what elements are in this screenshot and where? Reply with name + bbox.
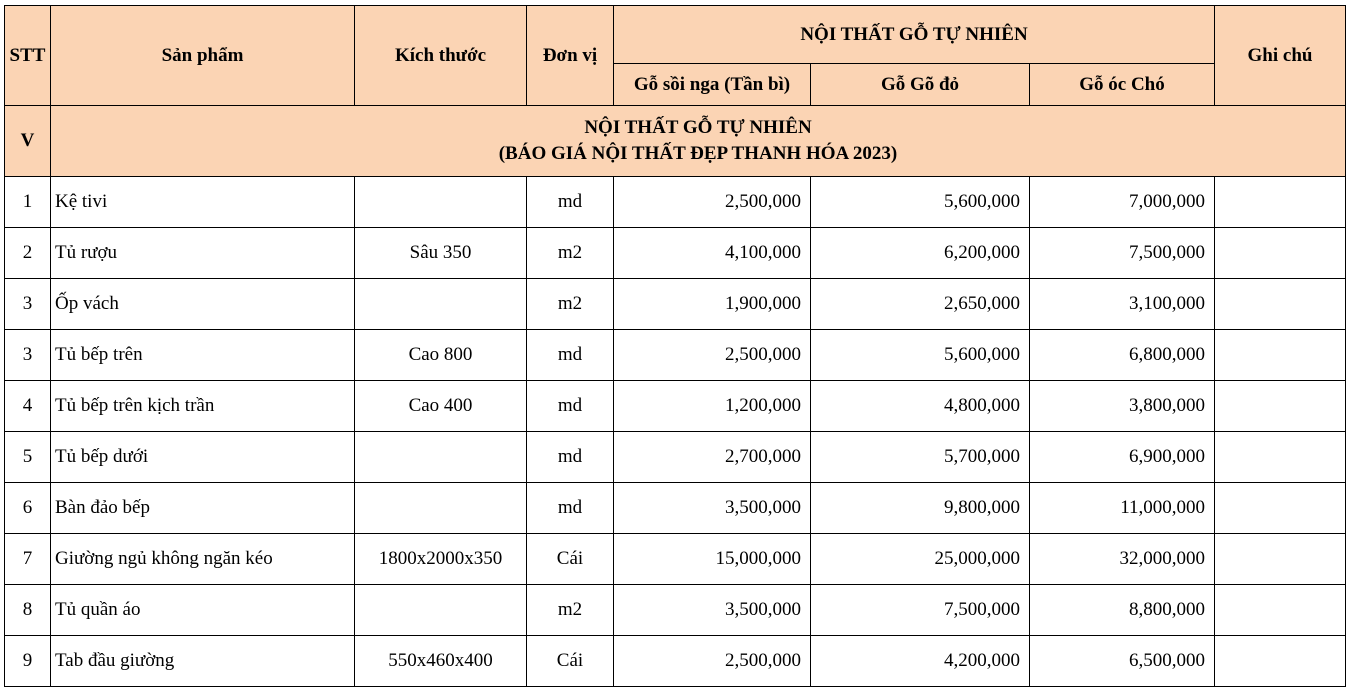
price-table-body [5, 6, 1346, 687]
row-price-oak: 2,500,000 [614, 636, 811, 687]
row-product: Bàn đảo bếp [51, 483, 355, 534]
table-row [5, 636, 1346, 687]
row-size [355, 585, 527, 636]
row-note [1215, 279, 1346, 330]
row-note [1215, 585, 1346, 636]
row-price-padauk: 7,500,000 [811, 585, 1030, 636]
row-size: 550x460x400 [355, 636, 527, 687]
header-note: Ghi chú [1215, 6, 1346, 106]
row-price-padauk: 6,200,000 [811, 228, 1030, 279]
row-stt: 7 [5, 534, 51, 585]
header-unit: Đơn vị [527, 6, 614, 106]
row-note [1215, 177, 1346, 228]
row-stt: 1 [5, 177, 51, 228]
row-product: Tủ quần áo [51, 585, 355, 636]
row-note [1215, 381, 1346, 432]
row-price-padauk: 5,700,000 [811, 432, 1030, 483]
row-price-walnut: 6,800,000 [1030, 330, 1215, 381]
row-stt: 4 [5, 381, 51, 432]
header-wood-oak: Gỗ sồi nga (Tần bì) [614, 64, 811, 106]
header-wood-walnut: Gỗ óc Chó [1030, 64, 1215, 106]
table-row [5, 534, 1346, 585]
row-price-walnut: 6,900,000 [1030, 432, 1215, 483]
row-stt: 3 [5, 330, 51, 381]
row-stt: 3 [5, 279, 51, 330]
row-price-oak: 2,700,000 [614, 432, 811, 483]
row-unit: Cái [527, 636, 614, 687]
header-product: Sản phẩm [51, 6, 355, 106]
row-product: Tủ bếp trên kịch trần [51, 381, 355, 432]
row-product: Tủ bếp trên [51, 330, 355, 381]
row-note [1215, 636, 1346, 687]
table-row [5, 228, 1346, 279]
table-row [5, 585, 1346, 636]
row-note [1215, 228, 1346, 279]
row-product: Tủ rượu [51, 228, 355, 279]
row-stt: 8 [5, 585, 51, 636]
row-price-padauk: 4,200,000 [811, 636, 1030, 687]
row-note [1215, 483, 1346, 534]
row-stt: 2 [5, 228, 51, 279]
row-unit: md [527, 432, 614, 483]
price-table [4, 5, 1346, 687]
row-product: Ốp vách [51, 279, 355, 330]
row-size [355, 483, 527, 534]
row-note [1215, 432, 1346, 483]
row-price-padauk: 4,800,000 [811, 381, 1030, 432]
row-price-walnut: 11,000,000 [1030, 483, 1215, 534]
header-row [5, 6, 1346, 64]
section-title-line1: NỘI THẤT GỖ TỰ NHIÊN [584, 117, 812, 138]
row-product: Tủ bếp dưới [51, 432, 355, 483]
header-size: Kích thước [355, 6, 527, 106]
row-size: Sâu 350 [355, 228, 527, 279]
row-unit: m2 [527, 585, 614, 636]
row-size: Cao 400 [355, 381, 527, 432]
row-price-walnut: 3,800,000 [1030, 381, 1215, 432]
section-title [51, 106, 1346, 177]
row-unit: Cái [527, 534, 614, 585]
table-row [5, 483, 1346, 534]
row-note [1215, 330, 1346, 381]
row-price-padauk: 5,600,000 [811, 177, 1030, 228]
row-unit: md [527, 177, 614, 228]
row-price-oak: 4,100,000 [614, 228, 811, 279]
row-product: Tab đầu giường [51, 636, 355, 687]
table-row [5, 432, 1346, 483]
row-size: Cao 800 [355, 330, 527, 381]
row-price-padauk: 25,000,000 [811, 534, 1030, 585]
row-price-padauk: 5,600,000 [811, 330, 1030, 381]
row-price-oak: 2,500,000 [614, 330, 811, 381]
row-price-oak: 1,200,000 [614, 381, 811, 432]
row-price-walnut: 8,800,000 [1030, 585, 1215, 636]
header-stt: STT [5, 6, 51, 106]
row-unit: md [527, 381, 614, 432]
row-unit: md [527, 330, 614, 381]
row-price-walnut: 7,000,000 [1030, 177, 1215, 228]
row-note [1215, 534, 1346, 585]
row-price-oak: 2,500,000 [614, 177, 811, 228]
row-stt: 6 [5, 483, 51, 534]
row-product: Giường ngủ không ngăn kéo [51, 534, 355, 585]
section-row [5, 106, 1346, 177]
section-title-line2: (BÁO GIÁ NỘI THẤT ĐẸP THANH HÓA 2023) [498, 143, 898, 164]
header-wood-group: NỘI THẤT GỖ TỰ NHIÊN [614, 6, 1215, 64]
row-stt: 5 [5, 432, 51, 483]
row-price-walnut: 6,500,000 [1030, 636, 1215, 687]
row-size [355, 177, 527, 228]
row-price-walnut: 3,100,000 [1030, 279, 1215, 330]
table-row [5, 279, 1346, 330]
table-row [5, 330, 1346, 381]
row-price-walnut: 7,500,000 [1030, 228, 1215, 279]
row-unit: m2 [527, 228, 614, 279]
table-row [5, 381, 1346, 432]
row-product: Kệ tivi [51, 177, 355, 228]
row-price-oak: 3,500,000 [614, 585, 811, 636]
row-price-padauk: 9,800,000 [811, 483, 1030, 534]
table-row [5, 177, 1346, 228]
row-stt: 9 [5, 636, 51, 687]
row-size [355, 279, 527, 330]
row-price-walnut: 32,000,000 [1030, 534, 1215, 585]
row-price-oak: 3,500,000 [614, 483, 811, 534]
header-wood-padauk: Gỗ Gõ đỏ [811, 64, 1030, 106]
row-unit: m2 [527, 279, 614, 330]
row-price-oak: 15,000,000 [614, 534, 811, 585]
section-code: V [5, 106, 51, 177]
row-size [355, 432, 527, 483]
row-size: 1800x2000x350 [355, 534, 527, 585]
row-price-padauk: 2,650,000 [811, 279, 1030, 330]
row-unit: md [527, 483, 614, 534]
row-price-oak: 1,900,000 [614, 279, 811, 330]
